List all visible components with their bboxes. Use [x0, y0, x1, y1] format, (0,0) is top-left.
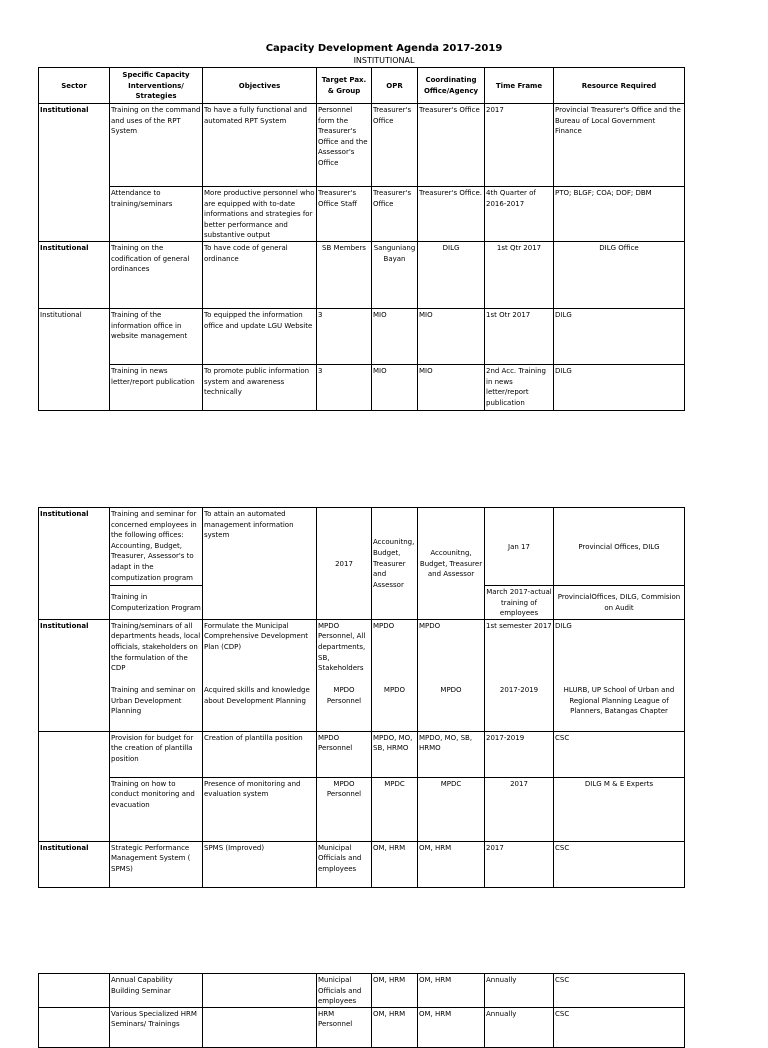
intervention-cell: Training on the command and uses of the RPT System [110, 104, 203, 187]
agenda-table-1 [38, 67, 685, 411]
intervention-cell: Training in news letter/report publication [110, 365, 203, 411]
sector-cell [39, 684, 110, 731]
time-cell: 1st semester 2017 [485, 619, 554, 684]
coord-cell: MPDC [418, 777, 485, 841]
time-cell: 1st Otr 2017 [485, 309, 554, 365]
target-cell: 3 [317, 309, 372, 365]
coord-cell: DILG [418, 242, 485, 309]
target-cell: Treasurer's Office Staff [317, 187, 372, 242]
resource-cell: DILG Office [554, 242, 685, 309]
target-cell: SB Members [317, 242, 372, 309]
objective-cell: To have code of general ordinance [203, 242, 317, 309]
time-cell: 4th Quarter of 2016-2017 [485, 187, 554, 242]
table-row [39, 619, 685, 684]
time-cell: Jan 17 [485, 508, 554, 586]
table-row [39, 841, 685, 887]
resource-cell: CSC [554, 974, 685, 1008]
intervention-cell: Training in Computerization Program [110, 586, 203, 620]
resource-cell: Provincial Treasurer's Office and the Bureau of Local Government Finance [554, 104, 685, 187]
target-cell: 3 [317, 365, 372, 411]
intervention-cell: Training on the codification of general ordinances [110, 242, 203, 309]
target-cell: 2017 [317, 508, 372, 620]
sector-cell: Institutional [39, 104, 110, 187]
resource-cell: DILG [554, 309, 685, 365]
target-cell: MPDO Personnel [317, 777, 372, 841]
objective-cell: Creation of plantilla position [203, 731, 317, 777]
table-row [39, 777, 685, 841]
target-cell: Personnel form the Treasurer's Office and the Assessor's Office [317, 104, 372, 187]
resource-cell: CSC [554, 1007, 685, 1047]
intervention-cell: Strategic Performance Management System ( SPMS) [110, 841, 203, 887]
objective-cell: SPMS (Improved) [203, 841, 317, 887]
objective-cell: More productive personnel who are equipped with to-date informations and strategies for better performance and substantive output [203, 187, 317, 242]
intervention-cell: Training and seminar on Urban Development Planning [110, 684, 203, 731]
opr-cell: Sanguniang Bayan [372, 242, 418, 309]
coord-cell: Treasurer's Office. [418, 187, 485, 242]
sector-cell: Institutional [39, 508, 110, 620]
sector-cell [39, 777, 110, 841]
coord-cell: MPDO [418, 619, 485, 684]
opr-cell: OM, HRM [372, 1007, 418, 1047]
table-row [39, 104, 685, 187]
time-cell: 2nd Acc. Training in news letter/report publication [485, 365, 554, 411]
resource-cell: DILG [554, 365, 685, 411]
coord-cell: OM, HRM [418, 1007, 485, 1047]
opr-cell: Treasurer's Office [372, 187, 418, 242]
time-cell: Annually [485, 1007, 554, 1047]
intervention-cell: Training on how to conduct monitoring and evacuation [110, 777, 203, 841]
target-cell: MPDO Personnel [317, 731, 372, 777]
coord-cell: OM, HRM [418, 841, 485, 887]
header-time-frame: Time Frame [485, 68, 554, 104]
target-cell: Municipal Officials and employees [317, 974, 372, 1008]
target-cell: MPDO Personnel, All departments, SB, Stakeholders [317, 619, 372, 684]
table-row [39, 309, 685, 365]
objective-cell: Formulate the Municipal Comprehensive Development Plan (CDP) [203, 619, 317, 684]
header-resource: Resource Required [554, 68, 685, 104]
opr-cell: MPDO [372, 619, 418, 684]
page-title: Capacity Development Agenda 2017-2019 [265, 43, 503, 54]
time-cell: 1st Qtr 2017 [485, 242, 554, 309]
sector-cell: Institutional [39, 242, 110, 309]
time-cell: 2017-2019 [485, 684, 554, 731]
intervention-cell: Various Specialized HRM Seminars/ Trainings [110, 1007, 203, 1047]
sector-cell [39, 365, 110, 411]
coord-cell: MIO [418, 365, 485, 411]
table-row [39, 974, 685, 1008]
intervention-cell: Attendance to training/seminars [110, 187, 203, 242]
header-target: Target Pax. & Group [317, 68, 372, 104]
sector-cell [39, 974, 110, 1008]
opr-cell: MPDO, MO, SB, HRMO [372, 731, 418, 777]
opr-cell: OM, HRM [372, 974, 418, 1008]
intervention-cell: Training and seminar for concerned employees in the following offices: Accounting, Budget, Treasurer, Assessor's to adapt in the computization program [110, 508, 203, 586]
header-objectives: Objectives [203, 68, 317, 104]
time-cell: 2017-2019 [485, 731, 554, 777]
objective-cell: Acquired skills and knowledge about Development Planning [203, 684, 317, 731]
resource-cell: ProvincialOffices, DILG, Commision on Audit [554, 586, 685, 620]
time-cell: 2017 [485, 104, 554, 187]
resource-cell: Provincial Offices, DILG [554, 508, 685, 586]
sector-cell [39, 187, 110, 242]
target-cell: MPDO Personnel [317, 684, 372, 731]
intervention-cell: Training/seminars of all departments heads, local officials, stakeholders on the formulation of the CDP [110, 619, 203, 684]
opr-cell: OM, HRM [372, 841, 418, 887]
sector-cell: Institutional [39, 619, 110, 684]
coord-cell: OM, HRM [418, 974, 485, 1008]
header-sector: Sector [39, 68, 110, 104]
intervention-cell: Provision for budget for the creation of plantilla position [110, 731, 203, 777]
table-row [39, 684, 685, 731]
objective-cell [203, 1007, 317, 1047]
opr-cell: MPDC [372, 777, 418, 841]
intervention-cell: Annual Capability Building Seminar [110, 974, 203, 1008]
opr-cell: MIO [372, 365, 418, 411]
coord-cell: Accounitng, Budget, Treasurer and Assessor [418, 508, 485, 620]
agenda-table-3 [38, 973, 685, 1048]
header-row [39, 68, 685, 104]
page-subtitle: INSTITUTIONAL [353, 56, 415, 65]
resource-cell: HLURB, UP School of Urban and Regional Planning League of Planners, Batangas Chapter [554, 684, 685, 731]
time-cell: 2017 [485, 777, 554, 841]
objective-cell: Presence of monitoring and evaluation system [203, 777, 317, 841]
time-cell: 2017 [485, 841, 554, 887]
time-cell: March 2017-actual training of employees [485, 586, 554, 620]
resource-cell: PTO; BLGF; COA; DOF; DBM [554, 187, 685, 242]
objective-cell: To equipped the information office and update LGU Website [203, 309, 317, 365]
resource-cell: CSC [554, 731, 685, 777]
sector-cell [39, 1007, 110, 1047]
opr-cell: Treasurer's Office [372, 104, 418, 187]
resource-cell: DILG [554, 619, 685, 684]
table-row [39, 242, 685, 309]
coord-cell: MPDO [418, 684, 485, 731]
agenda-table-2 [38, 507, 685, 888]
time-cell: Annually [485, 974, 554, 1008]
header-interventions: Specific Capacity Interventions/ Strategies [110, 68, 203, 104]
table-row [39, 1007, 685, 1047]
header-coordinating: Coordinating Office/Agency [418, 68, 485, 104]
objective-cell [203, 974, 317, 1008]
target-cell: Municipal Officials and employees [317, 841, 372, 887]
resource-cell: CSC [554, 841, 685, 887]
header-opr: OPR [372, 68, 418, 104]
coord-cell: MIO [418, 309, 485, 365]
sector-cell [39, 731, 110, 777]
coord-cell: MPDO, MO, SB, HRMO [418, 731, 485, 777]
table-row [39, 731, 685, 777]
objective-cell: To have a fully functional and automated RPT System [203, 104, 317, 187]
resource-cell: DILG M & E Experts [554, 777, 685, 841]
opr-cell: MPDO [372, 684, 418, 731]
table-row [39, 365, 685, 411]
opr-cell: MIO [372, 309, 418, 365]
coord-cell: Treasurer's Office [418, 104, 485, 187]
table-row [39, 187, 685, 242]
intervention-cell: Training of the information office in website management [110, 309, 203, 365]
table-row [39, 508, 685, 586]
sector-cell: Institutional [39, 309, 110, 365]
objective-cell: To attain an automated management information system [203, 508, 317, 620]
objective-cell: To promote public information system and awareness technically [203, 365, 317, 411]
target-cell: HRM Personnel [317, 1007, 372, 1047]
opr-cell: Accounitng, Budget, Treasurer and Assessor [372, 508, 418, 620]
sector-cell: Institutional [39, 841, 110, 887]
